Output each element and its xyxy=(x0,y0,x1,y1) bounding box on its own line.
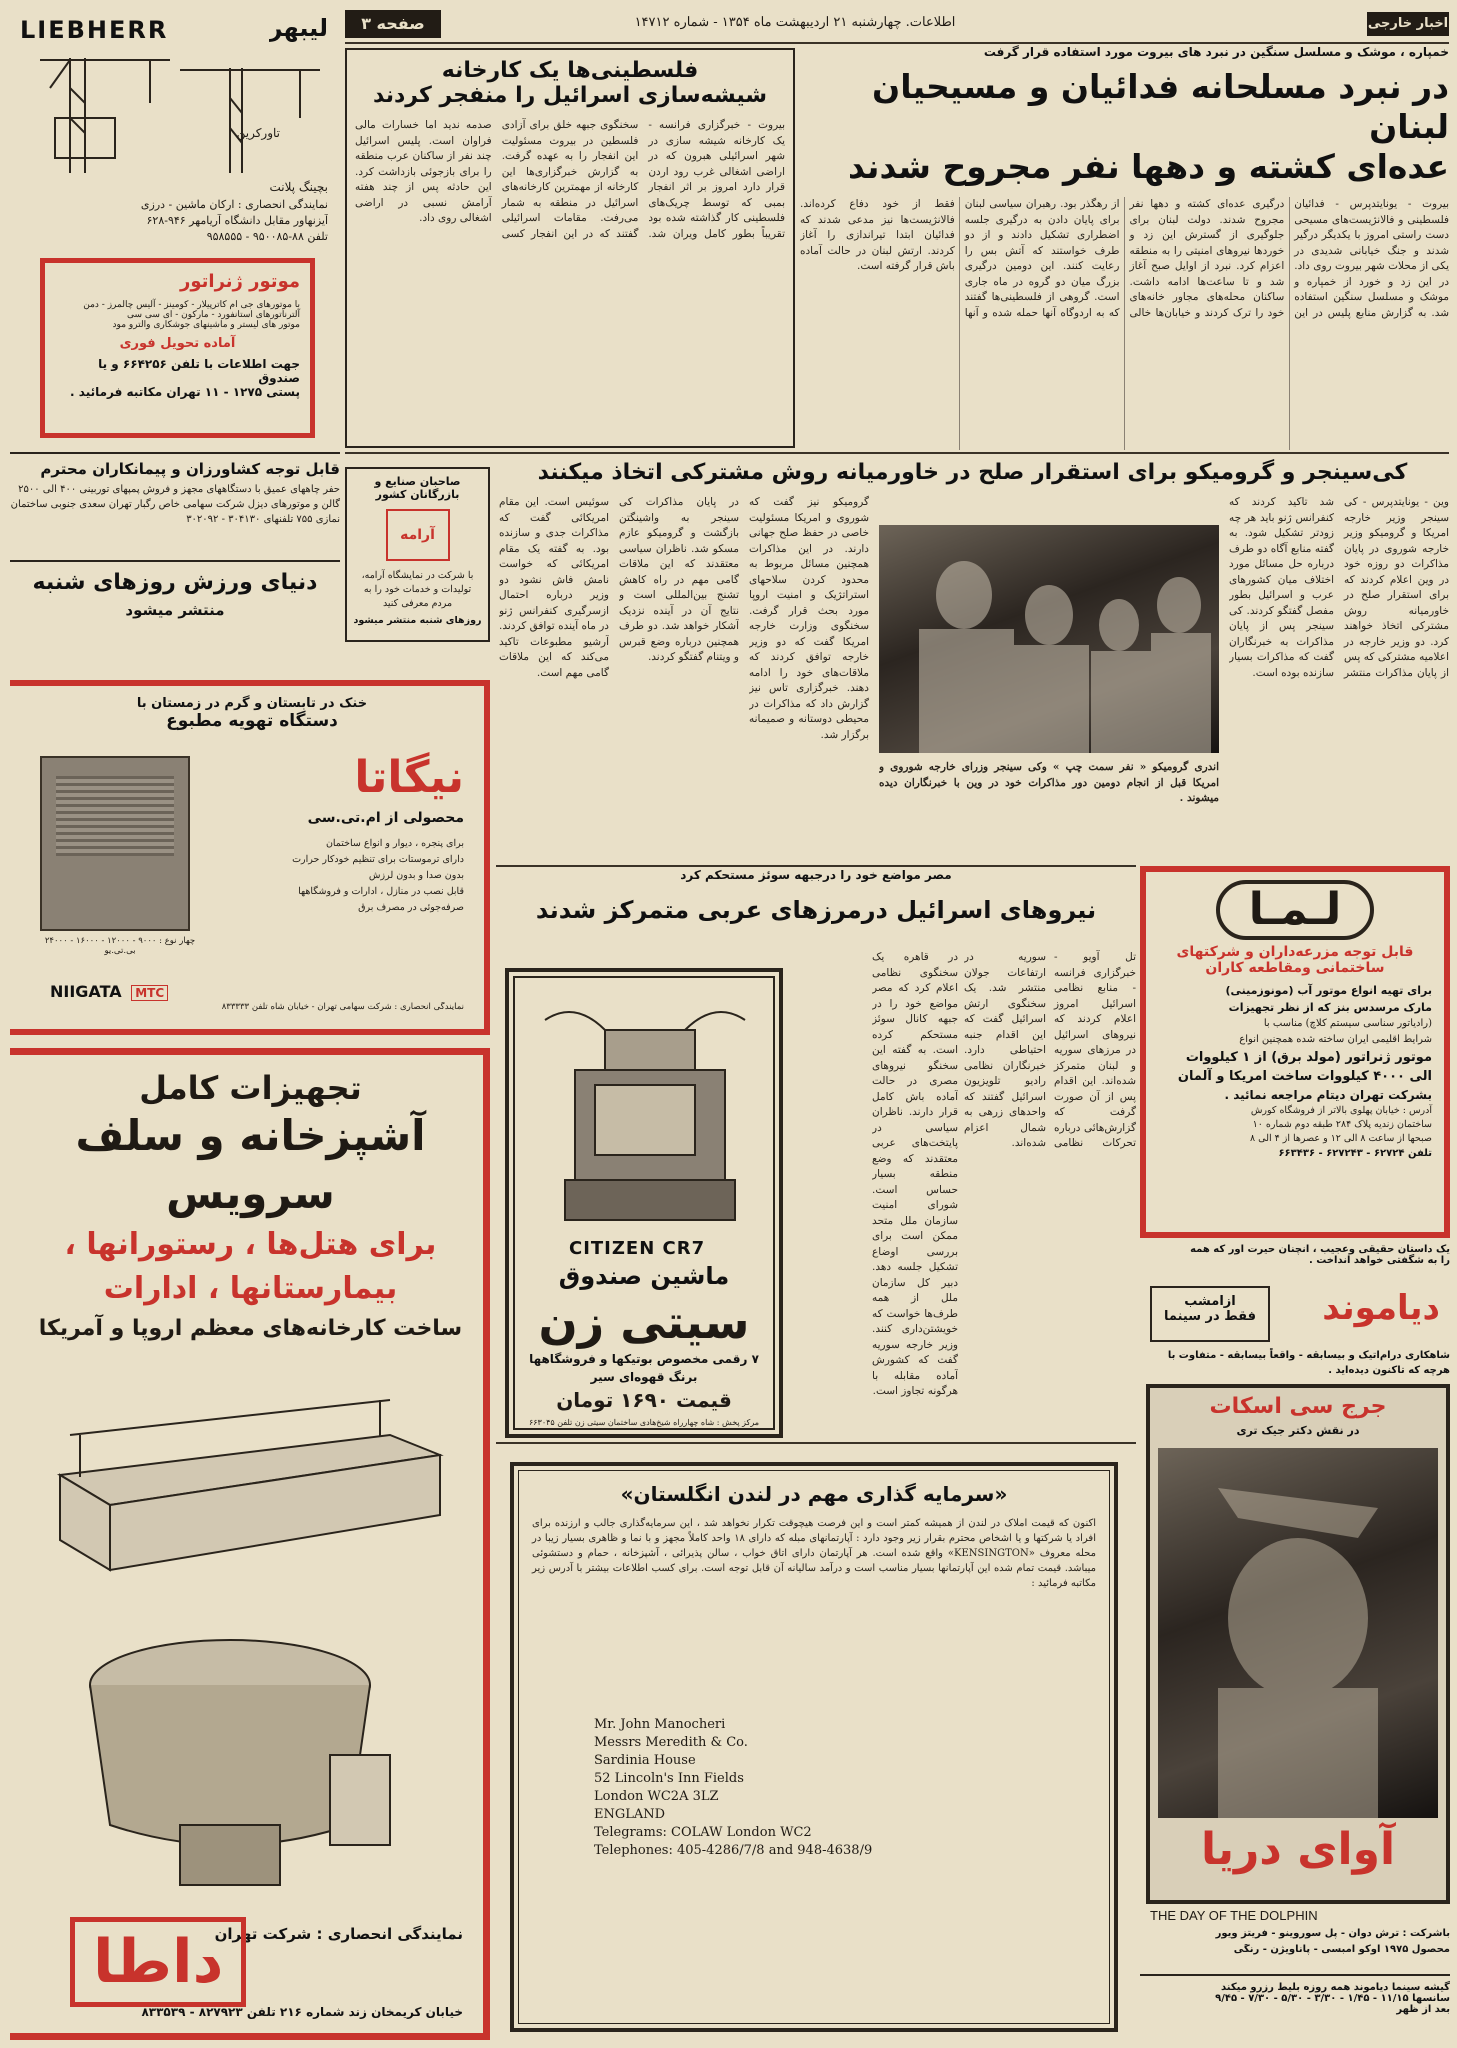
dastaa-ad xyxy=(10,1048,490,2040)
citizen-price: قیمت ۱۶۹۰ تومان xyxy=(556,1388,732,1412)
diamond-poster-photo xyxy=(1158,1448,1438,1818)
israel-body-b: در قاهره یک سخنگوی نظامی اعلام کرد که مصر مواضع خود را در جبهه کانال سوئز مستحکم کرده است. به گفته این سخنگو نیروهای مصری در حالت آماده باش کامل قرار دارند. ناظران سیاسی در پایتخت‌های عربی معتقدند که وضع منطقه بسیار حساس است. شورای امنیت سازمان ملل متحد ممکن است برای بررسی اوضاع تشکیل جلسه دهد. دبیر کل سازمان ملل از همه طرف‌ها خواست که خویشتن‌داری کنند. وزیر خارجه سوریه گفت که کشورش آماده مقابله با هرگونه تجاوز است. xyxy=(872,951,958,1397)
masthead xyxy=(345,8,1449,42)
citizen-title-1: ماشین صندوق xyxy=(558,1262,730,1290)
mercedes-addr-3: صبحها از ساعت ۸ الی ۱۲ و عصرها از ۴ الی ۸ xyxy=(1250,1133,1432,1144)
diamond-credits-1: باشرکت : ترش دوان - پل سوروینو - فریتز ویور xyxy=(1215,1928,1450,1939)
farmers-body: حفر چاههای عمیق با دستگاههای مجهز و فروش پمپهای توربینی ۴۰۰ الی ۲۵۰۰ گالن و موتورهای دیزل شرکت سهامی خاص رگبار تهران سعدی جنوبی ساختمان نمازی ۷۵۵ تلفنهای ۳۰۴۱۳۰ - ۳۰۲۰۹۲ xyxy=(10,484,340,525)
unions-foot: روزهای شنبه منتشر میشود xyxy=(353,615,482,626)
kissinger-body-a: وین - یونایتدپرس - کی سینجر وزیر خارجه امریکا و گرومیکو وزیر خارجه شوروی در پایان مذاکرات دو روزه خود در وین اعلام کردند که برای استقرار صلح در خاورمیانه روش مشترکی اتخاذ خواهند کرد. دو وزیر خارجه در اعلامیه مشترکی که پس از پایان مذاکرات منتشر شد تاکید کردند که کنفرانس ژنو باید هر چه زودتر تشکیل شود. به گفته منابع آگاه دو طرف درباره حل مسائل مورد اختلاف میان کشورهای عرب و اسرائیل بطور مفصل گفتگو کردند. کی سینجر پس از پایان مذاکرات به خبرنگاران گفت که مذاکرات بسیار سازنده بوده است. xyxy=(1229,496,1449,679)
air-conditioner-illustration xyxy=(40,756,190,931)
dastaa-title-1: تجهیزات کامل xyxy=(139,1069,362,1107)
glass-article xyxy=(345,48,795,448)
diamond-showtimes-3: بعد از ظهر xyxy=(1396,2004,1450,2015)
citizen-ad xyxy=(505,968,783,1438)
diamond-english: THE DAY OF THE DOLPHIN xyxy=(1150,1908,1318,1923)
london-address xyxy=(594,1716,872,1860)
mercedes-line-4: شرایط اقلیمی ایران ساخته شده همچنین انواع xyxy=(1239,1034,1432,1045)
london-ad xyxy=(510,1462,1118,2032)
address-line: Telephones: 405-4286/7/8 and 948-4638/9 xyxy=(594,1843,873,1858)
address-line: Telegrams: COLAW London WC2 xyxy=(594,1825,812,1840)
glass-body: بیروت - خبرگزاری فرانسه - یک کارخانه شیشه سازی در شهر اسرائیلی هبرون که در اراضی اشغالی غرب رود اردن قرار دارد امروز بر اثر انفجار بمبی که توسط چریک‌های فلسطینی کار گذاشته شده بود تقریباً بطور کامل ویران شد. سخنگوی جبهه خلق برای آزادی فلسطین در بیروت مسئولیت این انفجار را به عهده گرفت. به گزارش خبرگزاری‌ها این کارخانه از مهمترین کارخانه‌های اسرائیل در منطقه به شمار می‌رفت. مقامات اسرائیلی گفتند که در این انفجار کسی صدمه ندید اما خسارات مالی فراوان است. پلیس اسرائیل چند نفر از ساکنان عرب منطقه را برای بازجوئی بازداشت کرد. این حادثه پس از چند هفته آرامش نسبی در اراضی اشغالی روی داد. xyxy=(355,119,785,240)
sport-title: دنیای ورزش روزهای شنبه xyxy=(32,570,318,595)
kissinger-body-c: در پایان مذاکرات کی سینجر به واشینگتن بازگشت و گرومیکو عازم مسکو شد. ناظران سیاسی معتقدند که این ملاقات گامی مهم در راه کاهش تشنج بین‌المللی است و نتایج آن در آینده نزدیک آشکار خواهد شد. دو طرف همچنین درباره وضع قبرس و ویتنام گفتگو کردند. xyxy=(619,496,739,663)
mtc-logo-text: MTC xyxy=(131,985,168,1001)
niigata-feature: برای پنجره ، دیوار و انواع ساختمان xyxy=(325,838,464,849)
sport-sub: منتشر میشود xyxy=(125,601,225,619)
niigata-top-1: خنک در تابستان و گرم در زمستان با xyxy=(136,696,368,711)
kissinger-body-b: گرومیکو نیز گفت که شوروی و امریکا مسئولیت خاصی در حفظ صلح جهانی دارند. در این مذاکرات همچنین مسائل مربوط به محدود کردن سلاحهای استراتژیک و امنیت اروپا مورد بحث قرار گرفت. سخنگوی وزارت خارجه امریکا گفت که دو وزیر خارجه توافق کردند که ملاقات‌های خود را ادامه دهند. خبرگزاری تاس نیز گزارش داد که مذاکرات در محیطی دوستانه و صمیمانه برگزار شد. xyxy=(749,496,869,741)
generator-line-2: آلترناتورهای استانفورد - مارکون - ای سی سی xyxy=(127,310,300,320)
lebanon-headline-1: در نبرد مسلحانه فدائیان و مسیحیان لبنان xyxy=(872,67,1449,146)
mercedes-addr-1: آدرس : خیابان پهلوی بالاتر از فروشگاه کورش xyxy=(1250,1105,1432,1116)
mercedes-ad xyxy=(1140,866,1450,1238)
niigata-feature: صرفه‌جوئی در مصرف برق xyxy=(358,902,464,913)
niigata-feature: بدون صدا و بدون لرزش xyxy=(368,870,464,881)
mercedes-line-6: الی ۴۰۰۰ کیلووات ساخت امریکا و آلمان xyxy=(1177,1069,1432,1084)
niigata-logo-text: NIIGATA xyxy=(50,982,122,1001)
niigata-brand: نیگاتا xyxy=(354,752,464,803)
generator-contact-1: جهت اطلاعات با تلفن ۶۶۴۲۵۶ و یا صندوق xyxy=(98,357,300,385)
lebanon-body: بیروت - یونایتدپرس - فدائیان فلسطینی و فالانژیست‌های مسیحی دست راستی امروز با یکدیگر درگیر شدند و جنگ خیابانی شدیدی در یکی از محلات شهر بیروت روی داد. در این زد و خورد از خمپاره و موشک و مسلسل سنگین استفاده شد. به گزارش منابع پلیس در این درگیری عده‌ای کشته و دهها نفر مجروح شدند. دولت لبنان برای جلوگیری از گسترش این زد و خوردها نیروهای امنیتی را به منطقه اعزام کرد. نبرد از اوایل صبح آغاز شد و تا ساعت‌ها ادامه داشت. ساکنان محله‌های مجاور خانه‌های خود را ترک کردند و خیابان‌ها خالی از رهگذر بود. رهبران سیاسی لبنان برای پایان دادن به درگیری جلسه اضطراری تشکیل دادند و از دو طرف خواستند که آتش بس را رعایت کنند. این دومین درگیری بزرگ میان دو گروه در ماه جاری است. گروهی از فلسطینی‌ها گفتند که به اردوگاه آنها حمله شده و آنها فقط از خود دفاع کرده‌اند. فالانژیست‌ها نیز مدعی شدند که فدائیان ابتدا تیراندازی را آغاز کردند. ارتش لبنان در حالت آماده باش قرار گرفته است. xyxy=(800,198,1449,319)
diamond-top-2: را به شگفتی خواهد انداخت . xyxy=(1308,1255,1450,1266)
lebanon-article xyxy=(800,45,1449,450)
page-label: صفحه ۳ xyxy=(345,10,441,38)
liebherr-ad xyxy=(10,8,340,258)
diamond-title: آوای دریا xyxy=(1200,1824,1396,1875)
niigata-maker: محصولی از ام.تی.سی xyxy=(307,810,464,826)
kissinger-article xyxy=(496,455,1449,860)
crane-illustration xyxy=(30,48,330,178)
generator-contact-2: پستی ۱۲۷۵ - ۱۱ تهران مکاتبه فرمائید . xyxy=(70,385,300,399)
niigata-feature: قابل نصب در منازل ، ادارات و فروشگاهها xyxy=(298,886,464,897)
niigata-features xyxy=(214,836,464,916)
diamond-only: فقط در سینما xyxy=(1164,1309,1256,1324)
niigata-logo xyxy=(50,982,168,1001)
diamond-showtimes-1: گیشه سینما دیاموند همه روزه بلیط رزرو میکند xyxy=(1221,1982,1450,1993)
diamond-star: جرج سی اسکات xyxy=(1209,1394,1387,1419)
generator-line-1: با موتورهای جی ام کاترپیلار - کومینز - آلیس چالمرز - دمن xyxy=(83,300,300,310)
generator-delivery: آماده تحویل فوری xyxy=(119,336,236,351)
diamond-showtimes-2: سانسها ۱۱/۱۵ - ۱/۴۵ - ۳/۳۰ - ۵/۳۰ - ۷/۳۰ - ۹/۴۵ xyxy=(1215,1993,1450,2004)
dastaa-line-3: ساخت کارخانه‌های معظم اروپا و آمریکا xyxy=(38,1316,463,1341)
israel-headline: نیروهای اسرائیل درمرزهای عربی متمرکز شدند xyxy=(535,896,1097,924)
israel-kicker: مصر مواضع خود را درجبهه سوئز مستحکم کرد xyxy=(680,868,952,882)
diamond-tag: شاهکاری درام‌اتیک و بیسابقه - واقعاً بیسابقه - متفاوت با هرچه که تاکنون دیده‌اید . xyxy=(1167,1350,1450,1376)
lebanon-kicker: خمپاره ، موشک و مسلسل سنگین در نبرد های بیروت مورد استفاده قرار گرفت xyxy=(983,45,1449,59)
mercedes-title-2: ساختمانی ومقاطعه کاران xyxy=(1205,960,1385,976)
niigata-address: نمایندگی انحصاری : شرکت سهامی تهران - خیابان شاه تلفن ۸۳۳۳۳۳ xyxy=(221,1002,464,1012)
citizen-line-2: برنگ قهوه‌ای سیر xyxy=(590,1370,698,1384)
generator-ad xyxy=(40,258,315,438)
mercedes-title-1: قابل توجه مزرعه‌داران و شرکتهای xyxy=(1176,944,1414,960)
address-line: Messrs Meredith & Co. xyxy=(594,1735,748,1750)
dastaa-rep: نمایندگی انحصاری : شرکت تهران xyxy=(214,1925,463,1943)
niigata-model-note: چهار نوع : ۹۰۰۰ - ۱۲۰۰۰ - ۱۶۰۰۰ - ۲۴۰۰۰ بی.تی.یو xyxy=(44,936,196,956)
mixing-plant-label: بچینگ پلانت xyxy=(269,180,328,194)
address-line: 52 Lincoln's Inn Fields xyxy=(594,1771,744,1786)
cash-register-illustration xyxy=(535,990,755,1230)
liebherr-logo-latin: LIEBHERR xyxy=(20,16,169,44)
glass-headline-2: شیشه‌سازی اسرائیل را منفجر کردند xyxy=(373,83,767,108)
people-silhouettes xyxy=(879,525,1219,753)
diamond-now: ازامشب xyxy=(1184,1294,1236,1309)
israel-body-a: تل آویو - خبرگزاری فرانسه - منابع نظامی اسرائیل امروز اعلام کردند که نیروهای اسرائیل در مرزهای سوریه و لبنان متمرکز شده‌اند. این اقدام پس از آن صورت گرفت که گزارش‌هائی درباره تحرکات نظامی سوریه در ارتفاعات جولان منتشر شد. یک سخنگوی ارتش اسرائیل گفت که این اقدام جنبه احتیاطی دارد. خبرنگاران نظامی رادیو تلویزیون اسرائیل گفتند که واحدهای زرهی به شمال اعزام شده‌اند. xyxy=(964,951,1136,1149)
niigata-top-2: دستگاه تهویه مطبوع xyxy=(166,711,338,731)
address-line: Mr. John Manocheri xyxy=(594,1717,726,1732)
diamond-credits-2: محصول ۱۹۷۵ آوکو امبسی - پاناویژن - رنگی xyxy=(1233,1944,1450,1955)
diver-silhouette xyxy=(1158,1448,1438,1818)
mercedes-line-7: بشرکت تهران دیتام مراجعه نمائید . xyxy=(1224,1088,1432,1102)
dastaa-address: خیابان کریمخان زند شماره ۲۱۶ تلفن ۸۲۷۹۲۳ - ۸۳۳۵۳۹ xyxy=(141,2005,463,2019)
address-line: Sardinia House xyxy=(594,1753,696,1768)
kissinger-headline: کی‌سینجر و گرومیکو برای استقرار صلح در خاورمیانه روش مشترکی اتخاذ میکنند xyxy=(537,460,1408,485)
london-body: اکنون که قیمت املاک در لندن از همیشه کمتر است و این فرصت هیچوقت تکرار نخواهد شد ، این سرمایه‌گذاری جالب و ارزنده برای افراد یا شرکتها و یا اشخاص محترم بقرار زیر وجود دارد : آپارتمانهای مبله که دارای ۱۸ واحد کاملاً مجهز و با نما و ظاهری بسیار زیبا در محله معروف «KENSINGTON» واقع شده است. هر آپارتمان دارای اتاق خواب ، سالن پذیرائی ، آشپزخانه ، حمام و دستشوئی میباشد. قیمت تمام شده این آپارتمانها بسیار مناسب است و درآمد سالیانه آن قابل توجه است. برای کسب اطلاعات بیشتر با آدرس زیر مکاتبه فرمائید : xyxy=(532,1518,1096,1589)
citizen-title-2: سیتی زن xyxy=(538,1295,750,1349)
unions-body: با شرکت در نمایشگاه آرامه، تولیدات و خدمات خود را به مردم معرفی کنید xyxy=(361,570,474,609)
citizen-model: CITIZEN CR7 xyxy=(569,1238,706,1259)
kitchen-counter-illustration xyxy=(50,1395,450,1575)
liebherr-address: آیزنهاور مقابل دانشگاه آریامهر ۹۴۶-۶۲۸ xyxy=(146,214,328,227)
liebherr-phone: تلفن ۸۸-۹۵۰۰۸۵ - ۹۵۸۵۵۵ xyxy=(206,230,328,243)
citizen-line-1: ۷ رقمی مخصوص بوتیکها و فروشگاهها xyxy=(529,1352,759,1366)
unions-title: صاحبان صنایع و بازرگانان کشور xyxy=(374,475,461,501)
diamond-poster xyxy=(1146,1384,1450,1904)
farmers-ad xyxy=(10,452,340,552)
mercedes-phones: تلفن ۶۲۷۲۴ - ۶۲۷۲۴۳ - ۶۶۳۴۳۶ xyxy=(1278,1148,1432,1159)
diamond-top-1: یک داستان حقیقی وعجیب ، آنچنان حیرت آور که همه xyxy=(1190,1244,1450,1255)
mercedes-addr-2: ساختمان زندیه پلاک ۲۸۴ طبقه دوم شماره ۱۰ xyxy=(1252,1119,1432,1130)
diamond-now-box xyxy=(1150,1286,1270,1342)
diamond-cast: در نقش دکتر جیک تری xyxy=(1236,1424,1360,1437)
kissinger-caption: اندری گرومیکو « نفر سمت چپ » وکی سینجر وزرای خارجه شوروی و امریکا قبل از انجام دومین دور مذاکرات خود در وین با خبرنگاران دیده میشوند . xyxy=(879,761,1219,804)
london-title: «سرمایه گذاری مهم در لندن انگلستان» xyxy=(620,1482,1008,1506)
mercedes-line-3: (رادیاتور سناسی سیستم کلاچ) مناسب با xyxy=(1263,1018,1432,1029)
lebanon-headline-2: عده‌ای کشته و دهها نفر مجروح شدند xyxy=(847,147,1449,186)
address-line: London WC2A 3LZ xyxy=(594,1789,719,1804)
sport-notice xyxy=(10,560,340,650)
dastaa-line-1: برای هتل‌ها ، رستورانها ، xyxy=(64,1227,437,1262)
section-label: اخبار خارجی xyxy=(1367,12,1449,36)
liebherr-logo-fa: لیبهر xyxy=(268,14,328,42)
niigata-ad xyxy=(10,680,490,1035)
diamond-ad xyxy=(1140,1244,1450,2040)
issue-line: اطلاعات. چهارشنبه ۲۱ اردیبهشت ماه ۱۳۵۴ - شماره ۱۴۷۱۲ xyxy=(634,15,956,30)
mercedes-line-1: برای تهیه انواع موتور آب (مونوزمینی) xyxy=(1225,984,1432,997)
unions-logo: آرامه xyxy=(386,509,450,561)
diamond-cinema: دیاموند xyxy=(1322,1288,1440,1328)
farmers-title: قابل توجه کشاورزان و پیمانکاران محترم xyxy=(40,460,340,478)
generator-line-3: موتور های لیستر و ماشینهای جوشکاری والترو مود xyxy=(112,320,300,330)
dastaa-title-2: آشپزخانه و سلف سرویس xyxy=(75,1111,426,1218)
generator-title: موتور ژنراتور xyxy=(180,271,300,292)
mercedes-line-5: موتور ژنراتور (مولد برق) از ۱ کیلووات xyxy=(1185,1050,1432,1065)
tower-crane-label: تاورکرین xyxy=(236,126,280,140)
kissinger-body-d: سوئیس است. این مقام امریکائی گفت که مذاکرات جدی و سازنده بود. به گفته یک مقام امریکائی که خواست نامش فاش نشود دو وزیر درباره احتمال ازسرگیری کنفرانس ژنو در ماه آینده توافق کردند. آرشیو مطبوعات تاکید می‌کند که این ملاقات گامی مهم است. xyxy=(499,496,609,679)
mercedes-line-2: مارک مرسدس بنز که از نظر تجهیزات xyxy=(1228,1001,1432,1014)
unions-ad xyxy=(345,467,490,642)
address-line: ENGLAND xyxy=(594,1807,666,1822)
diamond-showtimes-box xyxy=(1140,1974,1450,2015)
mercedes-logo: لـمـا xyxy=(1216,880,1374,940)
kettle-illustration xyxy=(70,1625,400,1895)
citizen-address: مرکز پخش : شاه چهارراه شیخ‌هادی ساختمان سیتی زن تلفن ۶۶۳۰۴۵ xyxy=(528,1418,760,1427)
dastaa-line-2: بیمارستانها ، ادارات xyxy=(103,1271,398,1306)
liebherr-agent: نمایندگی انحصاری : ارکان ماشین - درزی xyxy=(140,198,328,211)
niigata-feature: دارای ترموستات برای تنظیم خودکار حرارت xyxy=(292,854,464,865)
glass-headline-1: فلسطینی‌ها یک کارخانه xyxy=(441,58,699,83)
kissinger-photo xyxy=(879,525,1219,753)
dastaa-logo: داطا xyxy=(70,1917,246,2007)
